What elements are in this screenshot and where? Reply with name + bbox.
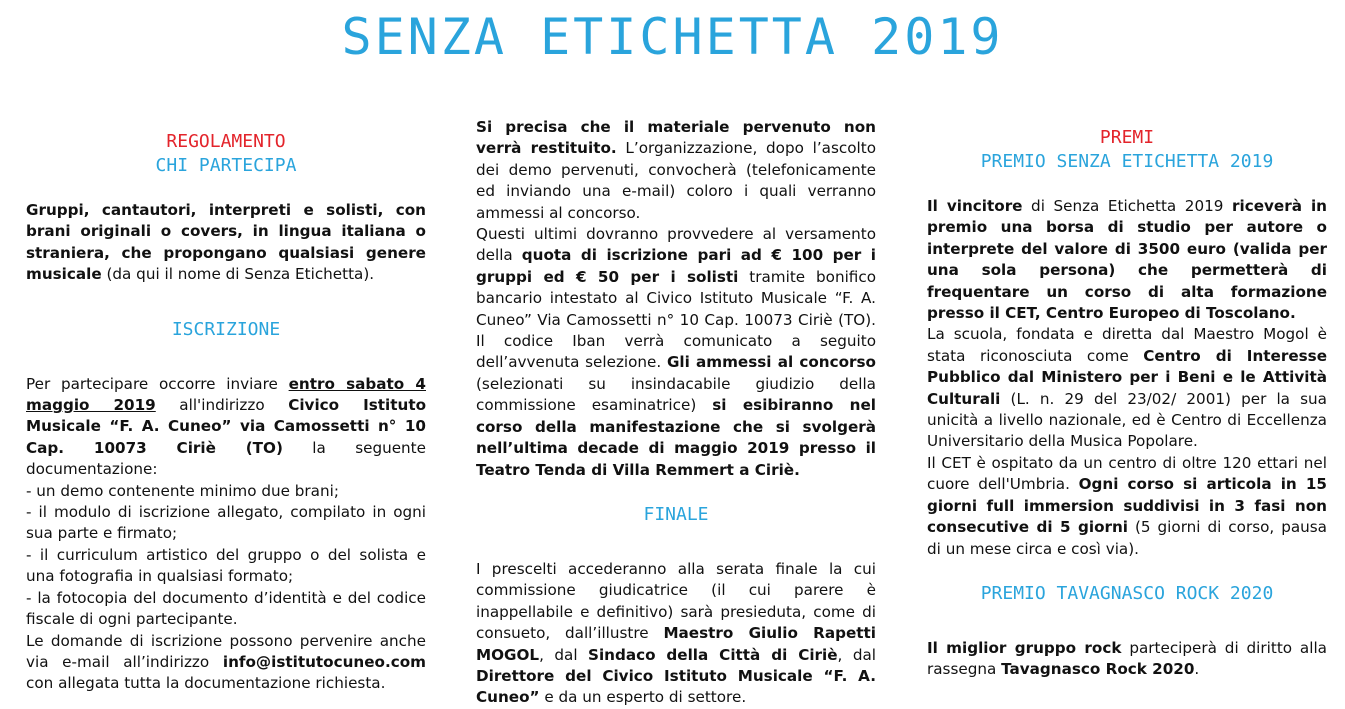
list-item: - la fotocopia del documento d’identità e del codice fiscale di ogni partecipante. — [26, 588, 426, 629]
premio-text: Il vincitore di Senza Etichetta 2019 riceverà in premio una borsa di studio per autore o interprete del valore di 3500 euro (valida per una sola persona) che permetterà di frequentare un corso di alta formazione presso il CET, Centro Europeo di Toscolano. — [927, 197, 1327, 323]
heading-regolamento: REGOLAMENTO — [166, 131, 286, 152]
iscrizione-intro: Per partecipare occorre inviare — [26, 374, 289, 393]
heading-tavagnasco: PREMIO TAVAGNASCO ROCK 2020 — [980, 582, 1274, 604]
finale-text: I prescelti accederanno alla serata finale la cui commissione giudicatrice (il cui parere è inappellabile e definitivo) sarà presieduta, come di consueto, dall’illustre Maestro Giulio Rapetti MOGOL, dal Sindaco della Città di Ciriè, dal Direttore del Civico Istituto Musicale “F. A. Cuneo” e da un esperto di settore. — [476, 559, 876, 707]
column-regolamento — [26, 130, 426, 695]
quota-text: Questi ultimi dovranno provvedere al versamento della quota di iscrizione pari ad € 100 per i gruppi ed € 50 per i solisti tramite bonifico bancario intestato al Civico Istituto Musicale “F. A. Cuneo” Via Camossetti n° 10 Cap. 10073 Ciriè (TO). Il codice Iban verrà comunicato a seguito dell’avvenuta selezione. Gli ammessi al concorso (selezionati su insindacabile giudizio della commissione esaminatrice) si esibiranno nel corso della manifestazione che si svolgerà nell’ultima decade di maggio 2019 presso il Teatro Tenda di Villa Remmert a Ciriè. — [476, 225, 877, 479]
page-title: SENZA ETICHETTA 2019 — [341, 8, 1004, 66]
iscrizione-text — [26, 374, 426, 481]
quota-amount: quota di iscrizione pari ad € 100 per i gruppi ed € 50 per i solisti — [476, 246, 876, 286]
list-item: - il modulo di iscrizione allegato, compilato in ogni sua parte e firmato; — [26, 503, 426, 543]
iscrizione-docs: la seguente documentazione: — [26, 438, 426, 479]
materiale-text: Si precisa che il materiale pervenuto non verrà restituito. L’organizzazione, dopo l’ascolto dei demo pervenuti, convocherà (telefonicamente ed inviando una e-mail) coloro i quali verranno ammessi al concorso. — [476, 118, 876, 222]
column-materiale — [476, 117, 876, 709]
iscrizione-address: Civico Istituto Musicale “F. A. Cuneo” via Camossetti n° 10 Cap. 10073 Ciriè (TO) — [26, 396, 427, 457]
heading-premi: PREMI — [1099, 127, 1155, 148]
list-item: - un demo contenente minimo due brani; — [26, 481, 339, 500]
chi-partecipa-text — [26, 200, 426, 286]
iscrizione-deadline: entro sabato 4 maggio 2019 — [26, 374, 426, 415]
scuola-text: La scuola, fondata e diretta dal Maestro Mogol è stata riconosciuta come Centro di Interesse Pubblico dal Ministero per i Beni e le Attività Culturali (L. n. 29 del 23/02/ 2001) per la sua unicità a livello nazionale, ed è Centro di Eccellenza Universitario della Musica Popolare. — [927, 325, 1327, 451]
email-address: info@istitutocuneo.com — [222, 652, 426, 671]
cet-text: Il CET è ospitato da un centro di oltre 120 ettari nel cuore dell'Umbria. Ogni corso si articola in 15 giorni full immersion suddivisi in 3 fasi non consecutive di 5 giorni (5 giorni di corso, pausa di un mese circa e così via). — [927, 453, 1327, 558]
iscrizione-email-text: Le domande di iscrizione possono pervenire anche via e-mail all’indirizzo info@istitutocuneo.com con allegata tutta la documentazione richiesta. — [26, 631, 426, 693]
iscrizione-to: all'indirizzo — [155, 396, 289, 415]
heading-finale: FINALE — [643, 503, 709, 525]
heading-premio-senza-etichetta: PREMIO SENZA ETICHETTA 2019 — [980, 151, 1274, 172]
column-premi — [927, 126, 1327, 681]
chi-partecipa-rest: (da qui il nome di Senza Etichetta). — [101, 265, 375, 284]
heading-iscrizione: ISCRIZIONE — [171, 318, 281, 340]
tavagnasco-text: Il miglior gruppo rock parteciperà di diritto alla rassegna Tavagnasco Rock 2020. — [927, 638, 1327, 679]
heading-chi-partecipa: CHI PARTECIPA — [155, 155, 297, 176]
list-item: - il curriculum artistico del gruppo o del solista e una fotografia in qualsiasi formato; — [26, 545, 426, 586]
chi-partecipa-bold: Gruppi, cantautori, interpreti e solisti, con brani originali o covers, in lingua italiana o straniera, che propongano qualsiasi genere musicale — [26, 201, 426, 284]
